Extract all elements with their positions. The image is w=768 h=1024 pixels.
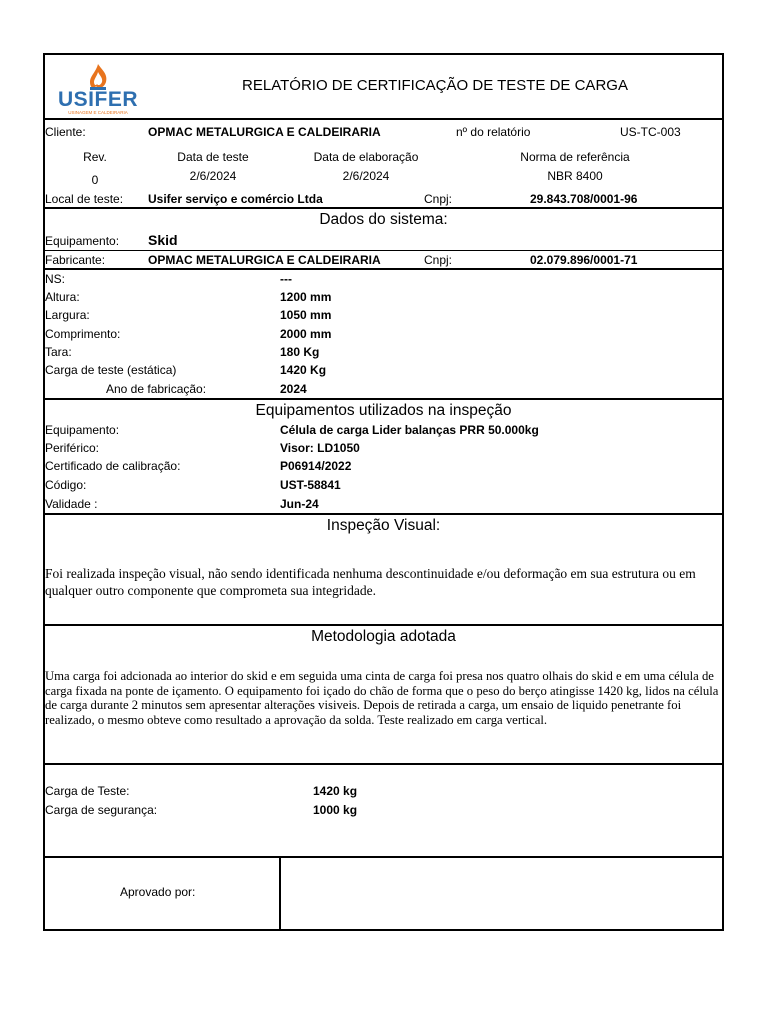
location-cnpj-label: Cnpj: <box>424 192 453 206</box>
inspection-value: Célula de carga Lider balanças PRR 50.000kg <box>280 423 539 437</box>
test-load-value: 1420 kg <box>313 784 358 798</box>
elaboration-date-value: 2/6/2024 <box>342 169 390 183</box>
location-value: Usifer serviço e comércio Ltda <box>148 192 323 206</box>
divider <box>43 624 724 626</box>
usifer-logo <box>50 60 146 116</box>
approved-by-label: Aprovado por: <box>120 885 196 899</box>
report-frame <box>43 53 724 931</box>
rev-value: 0 <box>91 173 99 187</box>
manufacturer-label: Fabricante: <box>45 253 106 267</box>
rev-label: Rev. <box>83 150 107 164</box>
signature-area[interactable] <box>281 858 722 929</box>
logo-text: USIFER <box>57 88 138 111</box>
divider <box>43 398 724 400</box>
spec-label: Tara: <box>45 345 72 359</box>
divider <box>43 268 724 270</box>
divider <box>43 118 724 120</box>
system-equipment-value: Skid <box>148 232 178 248</box>
methodology-text: Uma carga foi adcionada ao interior do skid e em seguida uma cinta de carga foi presa nos quatro olhais do skid e em uma célula de carga fixada na ponte de içamento. O equipamento foi içado do chão de forma que o peso do berço atingisse 1420 kg, lidos na célula de carga durante 2 minutos sem apresentar alterações visiveis. Depois de retirada a carga, um ensaio de liquido penetrante foi realizado, o mesmo obteve como resultado a aprovação da solda. Teste realizado em carga vertical. <box>45 669 719 727</box>
location-label: Local de teste: <box>45 192 124 206</box>
inspection-value: Jun-24 <box>280 497 319 511</box>
location-cnpj-value: 29.843.708/0001-96 <box>530 192 638 206</box>
safety-load-label: Carga de segurança: <box>45 803 158 817</box>
report-number-value: US-TC-003 <box>620 125 681 139</box>
methodology-title: Metodologia adotada <box>311 628 456 645</box>
test-date-value: 2/6/2024 <box>189 169 237 183</box>
test-date-label: Data de teste <box>177 150 249 164</box>
spec-label: Ano de fabricação: <box>106 382 207 396</box>
inspection-label: Periférico: <box>45 441 100 455</box>
spec-value: --- <box>280 272 292 286</box>
spec-value: 1050 mm <box>280 308 332 322</box>
spec-value: 2000 mm <box>280 327 332 341</box>
report-title: RELATÓRIO DE CERTIFICAÇÃO DE TESTE DE CARGA <box>242 77 628 94</box>
inspection-value: Visor: LD1050 <box>280 441 360 455</box>
spec-label: NS: <box>45 272 66 286</box>
report-number-label: nº do relatório <box>456 125 531 139</box>
spec-label: Altura: <box>45 290 80 304</box>
divider <box>43 207 724 209</box>
safety-load-value: 1000 kg <box>313 803 358 817</box>
norm-label: Norma de referência <box>520 150 630 164</box>
system-equipment-label: Equipamento: <box>45 234 120 248</box>
spec-label: Largura: <box>45 308 90 322</box>
inspection-value: P06914/2022 <box>280 459 352 473</box>
norm-value: NBR 8400 <box>547 169 603 183</box>
spec-value: 1420 Kg <box>280 363 327 377</box>
inspection-equipment-title: Equipamentos utilizados na inspeção <box>255 402 512 419</box>
client-label: Cliente: <box>45 125 86 139</box>
visual-inspection-text: Foi realizada inspeção visual, não sendo identificada nenhuma descontinuidade e/ou deformação em sua estrutura ou em qualquer outro componente que comprometa sua integridade. <box>45 566 696 598</box>
manufacturer-cnpj-label: Cnpj: <box>424 253 453 267</box>
system-section-title: Dados do sistema: <box>319 211 448 228</box>
inspection-label: Validade : <box>45 497 98 511</box>
spec-value: 1200 mm <box>280 290 332 304</box>
divider <box>43 250 724 251</box>
client-value: OPMAC METALURGICA E CALDEIRARIA <box>148 125 381 139</box>
manufacturer-cnpj-value: 02.079.896/0001-71 <box>530 253 638 267</box>
logo-subtitle: USINAGEM E CALDEIRARIA <box>68 110 128 115</box>
divider <box>43 513 724 515</box>
visual-inspection-title: Inspeção Visual: <box>326 517 441 534</box>
elaboration-date-label: Data de elaboração <box>313 150 419 164</box>
spec-value: 2024 <box>280 382 307 396</box>
inspection-label: Código: <box>45 478 87 492</box>
spec-label: Comprimento: <box>45 327 121 341</box>
manufacturer-value: OPMAC METALURGICA E CALDEIRARIA <box>148 253 381 267</box>
inspection-value: UST-58841 <box>280 478 341 492</box>
spec-label: Carga de teste (estática) <box>45 363 177 377</box>
spec-value: 180 Kg <box>280 345 320 359</box>
divider <box>43 763 724 765</box>
test-load-label: Carga de Teste: <box>45 784 130 798</box>
inspection-label: Certificado de calibração: <box>45 459 181 473</box>
inspection-label: Equipamento: <box>45 423 120 437</box>
